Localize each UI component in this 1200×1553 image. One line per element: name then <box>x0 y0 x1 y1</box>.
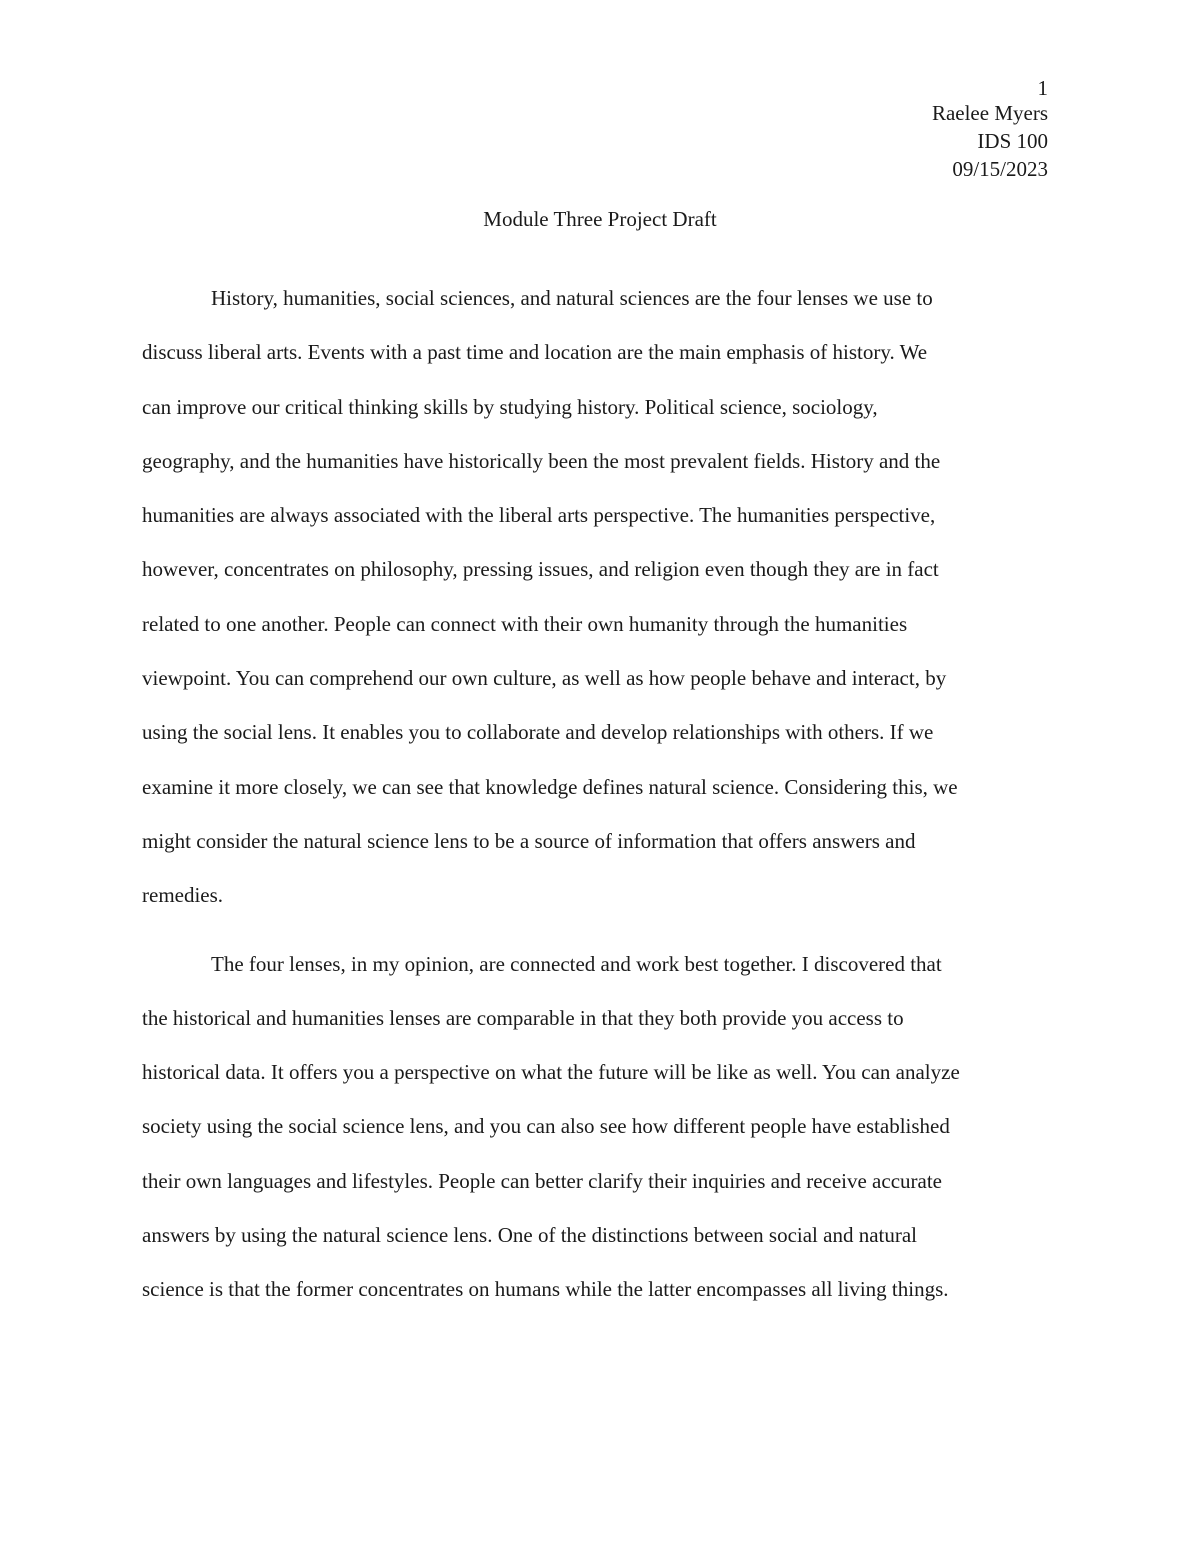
text-line: historical data. It offers you a perspective on what the future will be like as well. You can analyze <box>142 1060 960 1085</box>
text-line: History, humanities, social sciences, and natural sciences are the four lenses we use to <box>211 286 933 310</box>
document-date: 09/15/2023 <box>952 157 1048 181</box>
course-code: IDS 100 <box>977 129 1048 153</box>
document-body <box>142 271 1060 1317</box>
text-line: their own languages and lifestyles. People can better clarify their inquiries and receive accurate <box>142 1168 942 1193</box>
text-line: the historical and humanities lenses are comparable in that they both provide you access to <box>142 1005 904 1030</box>
text-line: using the social lens. It enables you to collaborate and develop relationships with others. If we <box>142 720 934 745</box>
text-line: The four lenses, in my opinion, are connected and work best together. I discovered that <box>211 951 942 976</box>
text-line: society using the social science lens, and you can also see how different people have established <box>142 1114 950 1139</box>
text-line: remedies. <box>142 883 224 908</box>
author-name: Raelee Myers <box>931 101 1048 125</box>
heading-block <box>932 99 1048 183</box>
text-line: geography, and the humanities have historically been the most prevalent fields. History and the <box>142 448 941 473</box>
text-line: viewpoint. You can comprehend our own culture, as well as how people behave and interact, by <box>142 666 947 691</box>
text-line: science is that the former concentrates on humans while the latter encompasses all living things. <box>142 1277 949 1302</box>
document-title: Module Three Project Draft <box>483 207 717 231</box>
text-line: answers by using the natural science lens. One of the distinctions between social and natural <box>142 1223 918 1248</box>
text-line: humanities are always associated with the liberal arts perspective. The humanities perspective, <box>142 503 936 528</box>
text-line: related to one another. People can connect with their own humanity through the humanities <box>142 611 908 636</box>
text-line: however, concentrates on philosophy, pressing issues, and religion even though they are in fact <box>142 557 939 582</box>
text-line: examine it more closely, we can see that knowledge defines natural science. Considering this, we <box>142 774 958 799</box>
page-number: 1 <box>1037 76 1048 100</box>
paragraph-2 <box>142 937 1060 1317</box>
text-line: might consider the natural science lens to be a source of information that offers answers and <box>142 828 916 853</box>
paragraph-1 <box>142 271 1060 923</box>
text-line: discuss liberal arts. Events with a past time and location are the main emphasis of history. We <box>142 340 928 365</box>
text-line: can improve our critical thinking skills by studying history. Political science, sociology, <box>142 394 878 419</box>
